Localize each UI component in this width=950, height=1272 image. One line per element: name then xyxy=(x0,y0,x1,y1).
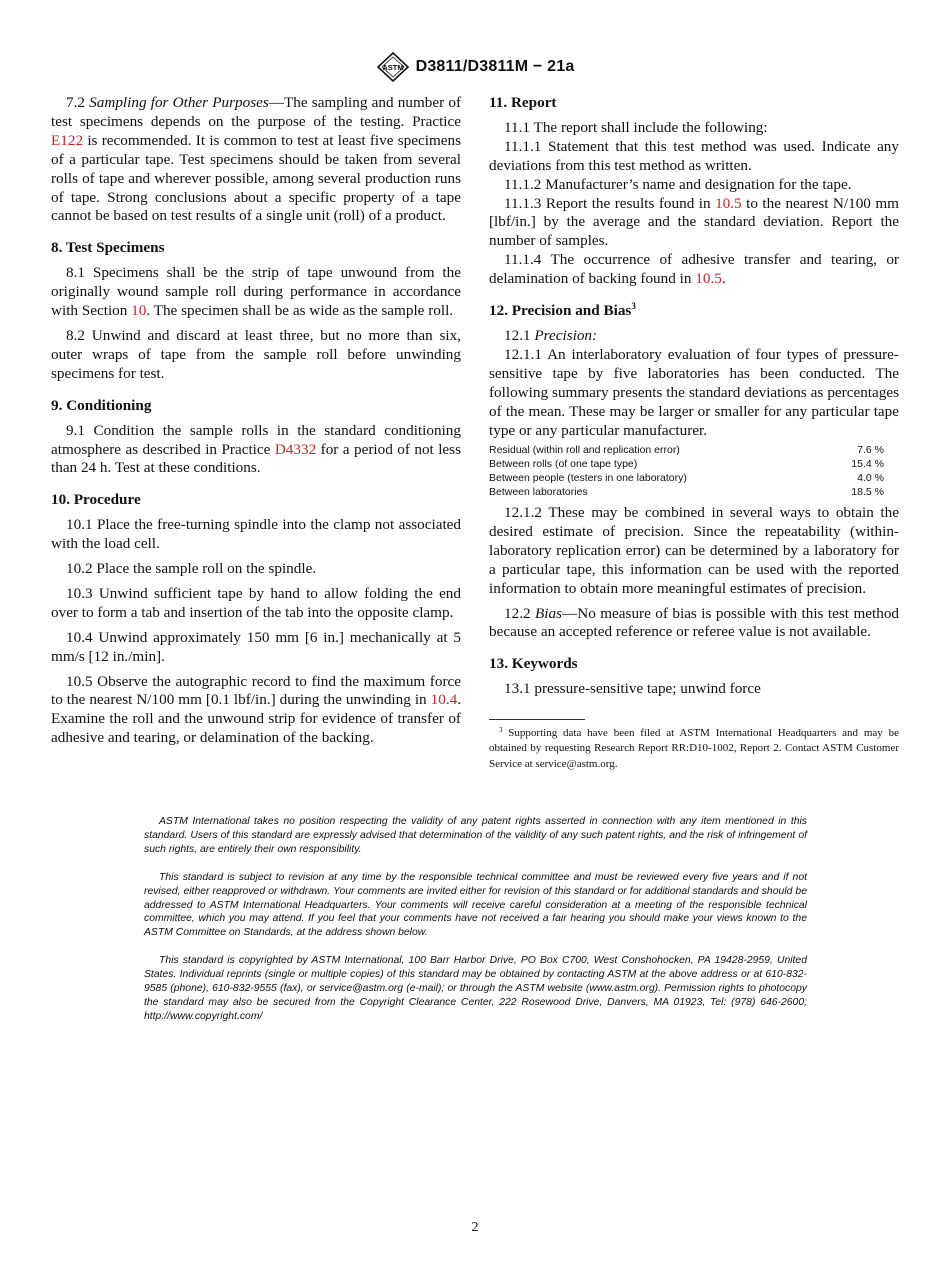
paragraph-11-1-4: 11.1.4 The occurrence of adhesive transfer and tearing, or delamination of backing found in 10.5. xyxy=(489,251,899,288)
right-column xyxy=(489,94,899,772)
document-designation: D3811/D3811M − 21a xyxy=(415,58,575,75)
footnote-divider xyxy=(489,719,585,720)
paragraph-12-1: 12.1 Precision: xyxy=(504,326,598,344)
page-header xyxy=(0,52,950,82)
link-d4332[interactable]: D4332 xyxy=(274,440,317,458)
paragraph-11-1-3: 11.1.3 Report the results found in 10.5 to the nearest N/100 mm [lbf/in.] by the average and the standard deviation. Report the number of samples. xyxy=(489,194,899,250)
link-10-5[interactable]: 10.5 xyxy=(695,270,722,288)
paragraph-10-4: 10.4 Unwind approximately 150 mm [6 in.] mechanically at 5 mm/s [12 in./min]. xyxy=(51,628,461,665)
page-number: 2 xyxy=(471,1220,479,1235)
precision-table xyxy=(489,444,884,500)
patent-notice: ASTM International takes no position respecting the validity of any patent rights asserted in connection with any item mentioned in this standard. Users of this standard are expressly advised that determination of the validity of any such patent rights, and the risk of infringement of such rights, are entirely their own responsibility. xyxy=(144,816,807,855)
table-cell-label: Between people (testers in one laboratory) xyxy=(489,472,687,485)
table-cell-label: Between rolls (of one tape type) xyxy=(489,458,638,471)
link-section-10[interactable]: 10 xyxy=(131,302,147,320)
table-cell-label: Residual (within roll and replication error) xyxy=(489,444,680,457)
table-row xyxy=(489,472,884,486)
section-heading-11: 11. Report xyxy=(489,94,557,111)
paragraph-10-5: 10.5 Observe the autographic record to find the maximum force to the nearest N/100 mm [0.1 lbf/in.] during the unwinding in 10.4. Examine the roll and the unwound strip for evidence of transfer of adhesive and tearing, or delamination of the backing. xyxy=(51,672,461,747)
footnote-3: $^3$ Supporting data have been filed at ASTM International Headquarters and may be obtained by requesting Research Report RR:D10-1002, Report 2. Contact ASTM Customer Service at service@astm.org. xyxy=(489,726,899,770)
table-cell-value: 18.5 % xyxy=(851,486,884,499)
section-heading-10: 10. Procedure xyxy=(51,491,141,509)
section-heading-9: 9. Conditioning xyxy=(51,396,152,414)
table-cell-value: 7.6 % xyxy=(857,444,884,457)
left-column xyxy=(51,94,461,748)
paragraph-11-1-1: 11.1.1 Statement that this test method was used. Indicate any deviations from this test method as written. xyxy=(489,137,899,174)
table-cell-value: 15.4 % xyxy=(851,458,884,471)
paragraph-12-1-2: 12.1.2 These may be combined in several ways to obtain the desired estimate of precision. Since the repeatability (within-laboratory replication error) can be determined by a laboratory for a particular tape, this information can be used with the reported information to obtain more meaningful estimates of precision. xyxy=(489,504,899,597)
copyright-notice: This standard is copyrighted by ASTM International, 100 Barr Harbor Drive, PO Box C700, West Conshohocken, PA 19428-2959, United States. Individual reprints (single or multiple copies) of this standard may be obtained by contacting ASTM at the above address or at 610-832-9585 (phone), 610-832-9555 (fax), or service@astm.org (e-mail); or through the ASTM website (www.astm.org). Permission rights to photocopy the standard may also be secured from the Copyright Clearance Center, 222 Rosewood Drive, Danvers, MA 01923, Tel: (978) 646-2600; http://www.copyright.com/ xyxy=(144,955,807,1022)
paragraph-9-1: 9.1 Condition the sample rolls in the standard conditioning atmosphere as described in Practice D4332 for a period of not less than 24 h. Test at these conditions. xyxy=(51,421,461,477)
footnote-ref-3[interactable]: 3 xyxy=(631,301,636,312)
revision-notice: This standard is subject to revision at any time by the responsible technical committee and must be reviewed every five years and if not revised, either reapproved or withdrawn. Your comments are invited either for revision of this standard or for additional standards and should be addressed to ASTM International Headquarters. Your comments will receive careful consideration at a meeting of the responsible technical committee, which you may attend. If you feel that your comments have not received a fair hearing you should make your views known to the ASTM Committee on Standards, at the address shown below. xyxy=(144,871,807,939)
paragraph-10-3: 10.3 Unwind sufficient tape by hand to allow folding the end over to form a tab and insertion of the tab into the opposite clamp. xyxy=(51,584,461,621)
link-e122[interactable]: E122 xyxy=(51,131,84,149)
paragraph-12-1-1: 12.1.1 An interlaboratory evaluation of four types of pressure-sensitive tape by five laboratories has been conducted. The following summary presents the standard deviations as percentages of the mean. These may be larger or smaller for any particular tape type or any particular manufacturer. xyxy=(489,345,899,439)
paragraph-7-2: 7.2 Sampling for Other Purposes—The sampling and number of test specimens depends on the purpose of the testing. Practice E122 is recommended. It is common to test at least five specimens of a particular tape. Test specimens should be taken from several rolls of tape and wherever possible, among several production runs of tape. Strong conclusions about a specific property of a tape cannot be based on test results of a single unit (roll) of a product. xyxy=(51,94,461,225)
paragraph-10-1: 10.1 Place the free-turning spindle into the clamp not associated with the load cell. xyxy=(51,516,461,553)
logo-text: ASTM xyxy=(381,63,404,72)
table-cell-value: 4.0 % xyxy=(857,472,884,485)
link-10-4[interactable]: 10.4 xyxy=(430,691,458,709)
paragraph-11-1: 11.1 The report shall include the following: xyxy=(504,118,768,136)
paragraph-13-1: 13.1 pressure-sensitive tape; unwind force xyxy=(504,680,761,698)
paragraph-10-2: 10.2 Place the sample roll on the spindle. xyxy=(66,560,317,578)
section-heading-12: 12. Precision and Bias$^3$ xyxy=(489,301,636,320)
table-row xyxy=(489,486,884,500)
section-heading-8: 8. Test Specimens xyxy=(51,239,165,257)
legal-notices xyxy=(144,815,807,1038)
section-heading-13: 13. Keywords xyxy=(489,655,578,673)
paragraph-8-2: 8.2 Unwind and discard at least three, but no more than six, outer wraps of tape from the sample roll before unwinding specimens for test. xyxy=(51,326,461,382)
table-row xyxy=(489,458,884,472)
link-10-5[interactable]: 10.5 xyxy=(715,194,742,212)
astm-logo-icon xyxy=(376,52,410,82)
table-row xyxy=(489,444,884,458)
paragraph-11-1-2: 11.1.2 Manufacturer’s name and designation for the tape. xyxy=(504,175,852,193)
table-cell-label: Between laboratories xyxy=(489,486,588,499)
paragraph-8-1: 8.1 Specimens shall be the strip of tape unwound from the originally wound sample roll during performance in accordance with Section 10. The specimen shall be as wide as the sample roll. xyxy=(51,264,461,320)
paragraph-12-2: 12.2 Bias—No measure of bias is possible with this test method because an accepted reference or referee value is not available. xyxy=(489,604,900,641)
